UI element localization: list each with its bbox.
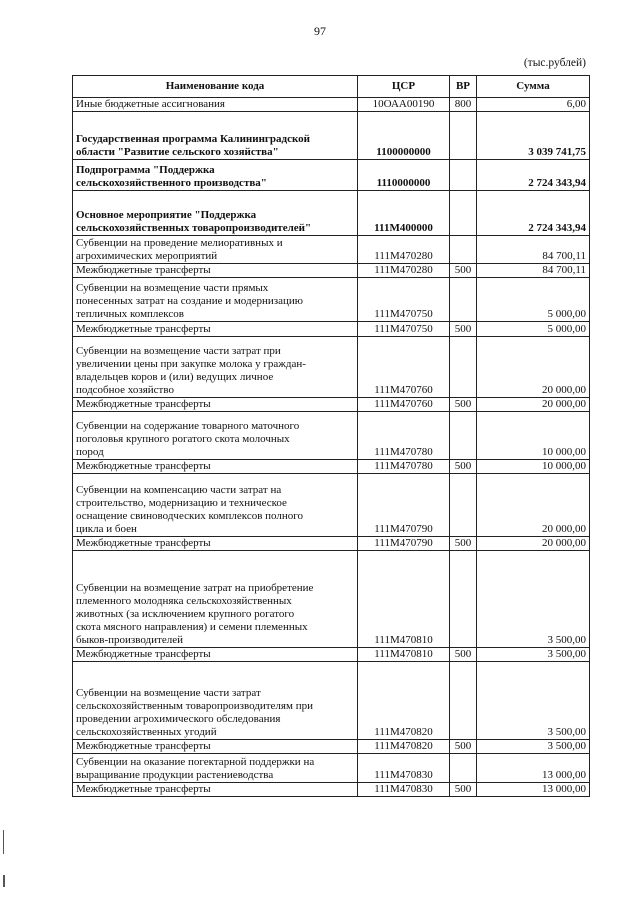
header-vr: ВР — [450, 76, 477, 98]
vr-cell — [450, 112, 477, 160]
csr-cell — [358, 98, 450, 112]
sum-cell — [477, 754, 590, 783]
csr-cell — [358, 754, 450, 783]
name-cell-text: Субвенции на возмещение части затрат сельскохозяйственным товаропроизводителям при проведении агрохимического обследования сельскохозяйственных угодий — [76, 687, 313, 738]
vr-cell — [450, 783, 477, 797]
header-csr: ЦСР — [358, 76, 450, 98]
csr-cell-text: 10ОАА00190 — [372, 98, 435, 110]
scan-margin-mark — [3, 875, 5, 887]
sum-cell-text: 10 000,00 — [542, 446, 586, 458]
sum-cell — [477, 98, 590, 112]
csr-cell — [358, 322, 450, 337]
csr-cell-text: 111М470790 — [374, 523, 433, 535]
sum-cell-text: 20 000,00 — [542, 537, 586, 549]
name-cell-text: Подпрограмма "Поддержка сельскохозяйственного производства" — [76, 164, 267, 189]
csr-cell — [358, 740, 450, 754]
csr-cell — [358, 551, 450, 648]
sum-cell-text: 10 000,00 — [542, 460, 586, 472]
vr-cell — [450, 98, 477, 112]
csr-cell — [358, 236, 450, 264]
csr-cell-text: 111М470820 — [374, 740, 433, 752]
sum-cell — [477, 278, 590, 322]
sum-cell-text: 5 000,00 — [547, 308, 586, 320]
csr-cell-text: 111М470810 — [374, 634, 433, 646]
name-cell-text: Межбюджетные трансферты — [76, 264, 211, 276]
csr-cell — [358, 662, 450, 740]
name-cell — [73, 337, 358, 398]
name-cell — [73, 460, 358, 474]
sum-cell — [477, 398, 590, 412]
name-cell-text: Межбюджетные трансферты — [76, 783, 211, 795]
sum-cell — [477, 783, 590, 797]
csr-cell-text: 111М470750 — [374, 308, 433, 320]
csr-cell-text: 111М470820 — [374, 726, 433, 738]
table-row — [73, 537, 590, 551]
vr-cell-text: 500 — [454, 264, 472, 276]
sum-cell — [477, 264, 590, 278]
csr-cell-text: 111М470780 — [374, 460, 433, 472]
name-cell — [73, 662, 358, 740]
table-row — [73, 236, 590, 264]
table-row — [73, 191, 590, 236]
csr-cell — [358, 474, 450, 537]
name-cell-text: Субвенции на оказание погектарной поддержки на выращивание продукции растениеводства — [76, 756, 315, 781]
name-cell-text: Субвенции на возмещение части затрат при увеличении цены при закупке молока у граждан- владельцев коров и (или) ведущих личное подсобное хозяйство — [76, 345, 306, 396]
vr-cell-text: 800 — [454, 98, 472, 110]
vr-cell — [450, 264, 477, 278]
csr-cell-text: 111М470760 — [374, 398, 433, 410]
csr-cell-text: 111М470830 — [374, 783, 433, 795]
vr-cell — [450, 474, 477, 537]
table-row — [73, 98, 590, 112]
vr-cell-text: 500 — [454, 648, 472, 660]
name-cell-text: Субвенции на возмещение затрат на приобретение племенного молодняка сельскохозяйственных животных (за исключением крупного рогатого скота мясного направления) и семени племенных быков-производителей — [76, 582, 314, 646]
sum-cell-text: 2 724 343,94 — [528, 222, 586, 234]
csr-cell-text: 111М470810 — [374, 648, 433, 660]
csr-cell — [358, 264, 450, 278]
vr-cell — [450, 551, 477, 648]
vr-cell — [450, 662, 477, 740]
name-cell — [73, 264, 358, 278]
header-sum: Сумма — [477, 76, 590, 98]
csr-cell-text: 111М470780 — [374, 446, 433, 458]
sum-cell-text: 13 000,00 — [542, 769, 586, 781]
name-cell-text: Государственная программа Калининградской области "Развитие сельского хозяйства" — [76, 133, 311, 158]
sum-cell-text: 2 724 343,94 — [528, 177, 586, 189]
table-row — [73, 264, 590, 278]
page-number: 97 — [314, 24, 326, 38]
vr-cell-text: 500 — [454, 783, 472, 795]
csr-cell-text: 1110000000 — [376, 177, 431, 189]
vr-cell — [450, 236, 477, 264]
vr-cell — [450, 398, 477, 412]
sum-cell — [477, 322, 590, 337]
name-cell-text: Межбюджетные трансферты — [76, 648, 211, 660]
csr-cell — [358, 160, 450, 191]
table-row — [73, 740, 590, 754]
csr-cell — [358, 537, 450, 551]
table-row — [73, 783, 590, 797]
sum-cell — [477, 474, 590, 537]
name-cell-text: Межбюджетные трансферты — [76, 460, 211, 472]
name-cell — [73, 754, 358, 783]
table-row — [73, 278, 590, 322]
sum-cell-text: 3 500,00 — [547, 740, 586, 752]
sum-cell-text: 3 500,00 — [547, 726, 586, 738]
name-cell — [73, 322, 358, 337]
vr-cell — [450, 278, 477, 322]
sum-cell-text: 20 000,00 — [542, 523, 586, 535]
sum-cell-text: 84 700,11 — [542, 264, 586, 276]
sum-cell — [477, 191, 590, 236]
sum-cell-text: 6,00 — [566, 98, 586, 110]
csr-cell — [358, 278, 450, 322]
sum-cell — [477, 112, 590, 160]
vr-cell-text: 500 — [454, 740, 472, 752]
sum-cell — [477, 337, 590, 398]
table-row — [73, 460, 590, 474]
table-row — [73, 412, 590, 460]
name-cell-text: Субвенции на содержание товарного маточного поголовья крупного рогатого скота молочных пород — [76, 420, 300, 458]
table-row — [73, 551, 590, 648]
vr-cell — [450, 754, 477, 783]
sum-cell-text: 84 700,11 — [542, 250, 586, 262]
name-cell — [73, 783, 358, 797]
table-row — [73, 662, 590, 740]
header-name: Наименование кода — [73, 76, 358, 98]
table-row — [73, 322, 590, 337]
table-row — [73, 754, 590, 783]
sum-cell — [477, 412, 590, 460]
name-cell — [73, 551, 358, 648]
sum-cell — [477, 551, 590, 648]
name-cell — [73, 160, 358, 191]
name-cell-text: Субвенции на проведение мелиоративных и агрохимических мероприятий — [76, 237, 283, 262]
vr-cell-text: 500 — [454, 537, 472, 549]
sum-cell-text: 3 500,00 — [547, 648, 586, 660]
table-header-row — [73, 76, 590, 98]
csr-cell-text: 111М470280 — [374, 264, 433, 276]
name-cell — [73, 740, 358, 754]
csr-cell-text: 111М470790 — [374, 537, 433, 549]
csr-cell-text: 111М470280 — [374, 250, 433, 262]
name-cell — [73, 537, 358, 551]
sum-cell — [477, 662, 590, 740]
name-cell — [73, 648, 358, 662]
name-cell-text: Субвенции на компенсацию части затрат на строительство, модернизацию и техническое оснащение свиноводческих комплексов полного цикла и боен — [76, 484, 304, 535]
table-row — [73, 112, 590, 160]
name-cell — [73, 278, 358, 322]
sum-cell-text: 5 000,00 — [547, 323, 586, 335]
vr-cell — [450, 537, 477, 551]
name-cell-text: Межбюджетные трансферты — [76, 537, 211, 549]
name-cell — [73, 412, 358, 460]
sum-cell — [477, 460, 590, 474]
csr-cell-text: 111М400000 — [374, 222, 433, 234]
csr-cell-text: 111М470750 — [374, 323, 433, 335]
sum-cell — [477, 537, 590, 551]
sum-cell-text: 13 000,00 — [542, 783, 586, 795]
vr-cell — [450, 322, 477, 337]
vr-cell-text: 500 — [454, 398, 472, 410]
table-row — [73, 337, 590, 398]
sum-cell — [477, 236, 590, 264]
csr-cell — [358, 337, 450, 398]
csr-cell — [358, 648, 450, 662]
units-note: (тыс.рублей) — [523, 57, 586, 69]
csr-cell — [358, 112, 450, 160]
name-cell — [73, 112, 358, 160]
scan-margin-mark — [3, 830, 4, 854]
csr-cell — [358, 191, 450, 236]
csr-cell — [358, 460, 450, 474]
sum-cell-text: 3 039 741,75 — [528, 146, 586, 158]
sum-cell — [477, 160, 590, 191]
table-row — [73, 160, 590, 191]
sum-cell — [477, 740, 590, 754]
name-cell — [73, 191, 358, 236]
vr-cell — [450, 160, 477, 191]
table-row — [73, 648, 590, 662]
sum-cell-text: 3 500,00 — [547, 634, 586, 646]
csr-cell — [358, 412, 450, 460]
name-cell-text: Межбюджетные трансферты — [76, 323, 211, 335]
vr-cell — [450, 740, 477, 754]
vr-cell — [450, 191, 477, 236]
sum-cell-text: 20 000,00 — [542, 398, 586, 410]
name-cell — [73, 474, 358, 537]
table-row — [73, 398, 590, 412]
vr-cell — [450, 648, 477, 662]
name-cell — [73, 236, 358, 264]
budget-table — [72, 75, 590, 797]
vr-cell — [450, 337, 477, 398]
csr-cell — [358, 398, 450, 412]
csr-cell — [358, 783, 450, 797]
sum-cell-text: 20 000,00 — [542, 384, 586, 396]
name-cell-text: Межбюджетные трансферты — [76, 740, 211, 752]
vr-cell — [450, 412, 477, 460]
name-cell-text: Иные бюджетные ассигнования — [76, 98, 225, 110]
name-cell — [73, 98, 358, 112]
name-cell-text: Субвенции на возмещение части прямых понесенных затрат на создание и модернизацию тепличных комплексов — [76, 282, 303, 320]
sum-cell — [477, 648, 590, 662]
csr-cell-text: 1100000000 — [376, 146, 431, 158]
table-row — [73, 474, 590, 537]
vr-cell-text: 500 — [454, 460, 472, 472]
name-cell — [73, 398, 358, 412]
csr-cell-text: 111М470830 — [374, 769, 433, 781]
name-cell-text: Основное мероприятие "Поддержка сельскохозяйственных товаропроизводителей" — [76, 209, 312, 234]
vr-cell — [450, 460, 477, 474]
name-cell-text: Межбюджетные трансферты — [76, 398, 211, 410]
csr-cell-text: 111М470760 — [374, 384, 433, 396]
vr-cell-text: 500 — [454, 323, 472, 335]
